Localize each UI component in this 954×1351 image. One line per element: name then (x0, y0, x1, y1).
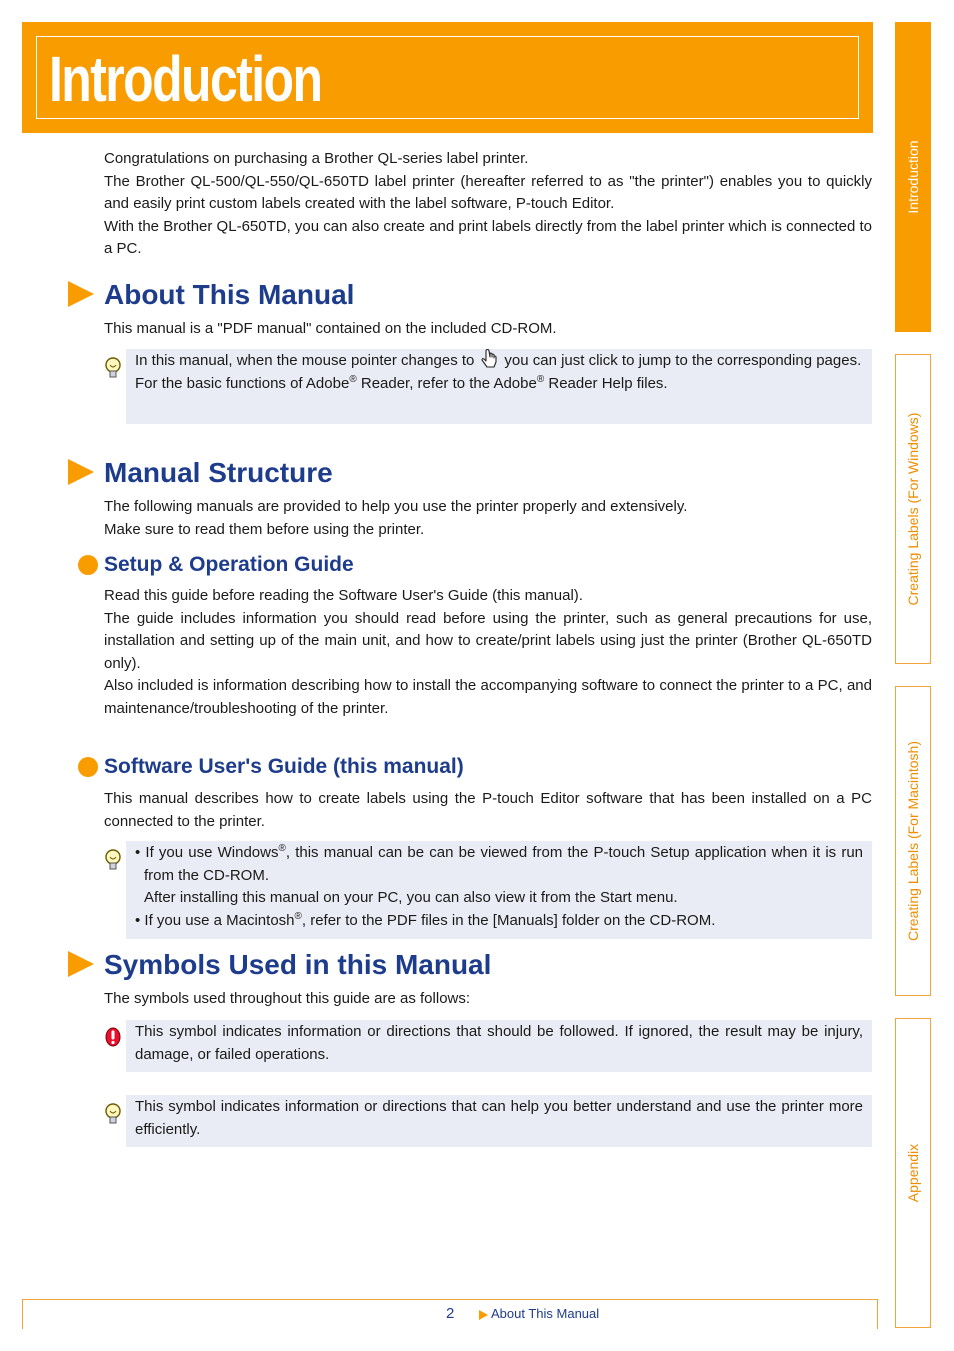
lightbulb-icon (104, 1102, 122, 1126)
registered-mark: ® (349, 373, 357, 385)
note-text: Reader Help files. (544, 374, 668, 392)
side-tab-creating-labels-windows[interactable] (895, 354, 931, 664)
side-tab-label: Creating Labels (For Macintosh) (905, 741, 921, 941)
intro-line: With the Brother QL-650TD, you can also create and print labels directly from the label printer which is connected to a PC. (104, 217, 872, 257)
caution-icon (104, 1026, 122, 1050)
arrow-right-icon (479, 1310, 488, 1320)
side-tab-label: Creating Labels (For Windows) (905, 412, 921, 606)
section-heading-symbols: Symbols Used in this Manual (104, 949, 492, 980)
subheading-software: Software User's Guide (this manual) (104, 755, 464, 778)
note-box-about (126, 349, 872, 424)
setup-line: Also included is information describing how to install the accompanying software to connect the printer to a PC, and maintenance/troubleshooting of the printer. (104, 677, 872, 717)
structure-text (104, 496, 872, 541)
note-text: • If you use Windows (135, 844, 279, 861)
note-text: , this manual can be can be viewed from the P-touch Setup application when it is run from the CD-ROM. (144, 844, 863, 884)
page-footer (22, 1299, 878, 1329)
note-text: For the basic functions of Adobe (135, 374, 350, 392)
intro-paragraph (104, 148, 872, 261)
heading-arrow-icon (68, 951, 94, 977)
title-banner (22, 22, 873, 133)
registered-mark: ® (536, 373, 545, 385)
lightbulb-icon (104, 848, 122, 872)
registered-mark: ® (278, 843, 286, 854)
note-text: you can just click to jump to the corresponding pages. (504, 352, 862, 369)
note-line (135, 373, 863, 396)
footer-link-label: About This Manual (491, 1306, 600, 1321)
section-heading-structure: Manual Structure (104, 457, 333, 488)
note-box-caution: This symbol indicates information or directions that should be followed. If ignored, the result may be injury, damage, or failed operations. (126, 1020, 872, 1072)
registered-mark: ® (294, 910, 302, 922)
note-bullet (135, 842, 863, 887)
note-text: • If you use a Macintosh (135, 911, 295, 929)
note-text: Reader, refer to the Adobe (356, 374, 537, 392)
page-number: 2 (446, 1305, 455, 1322)
hand-pointer-icon (478, 348, 500, 370)
side-tab-appendix[interactable] (895, 1018, 931, 1328)
structure-line: Make sure to read them before using the printer. (104, 520, 425, 538)
heading-arrow-icon (68, 459, 94, 485)
side-tab-label: Appendix (905, 1143, 921, 1203)
structure-line: The following manuals are provided to help you use the printer properly and extensively. (104, 498, 688, 515)
note-line: After installing this manual on your PC, you can also view it from the Start menu. (144, 889, 678, 906)
note-line (135, 350, 863, 373)
setup-line: Read this guide before reading the Software User's Guide (this manual). (104, 587, 583, 604)
subheading-dot-icon (78, 555, 98, 575)
side-tab-creating-labels-macintosh[interactable] (895, 686, 931, 996)
side-tab-introduction[interactable] (895, 22, 931, 332)
software-text: This manual describes how to create labels using the P-touch Editor software that has been installed on a PC connected to the printer. (104, 790, 872, 830)
note-bullet (135, 910, 863, 933)
symbols-text: The symbols used throughout this guide are as follows: (104, 990, 471, 1007)
note-text: , refer to the PDF files in the [Manuals] folder on the CD-ROM. (301, 911, 716, 929)
setup-line: The guide includes information you should read before using the printer, such as general precautions for use, installation and setting up of the main unit, and how to create/print labels using just the printer (Brother QL-650TD only). (104, 609, 872, 672)
about-text: This manual is a "PDF manual" contained on the included CD-ROM. (104, 320, 557, 337)
section-heading-about: About This Manual (104, 279, 355, 310)
lightbulb-icon (104, 356, 122, 380)
setup-text (104, 585, 872, 720)
subheading-dot-icon (78, 757, 98, 777)
footer-link-about[interactable] (479, 1306, 599, 1321)
subheading-setup: Setup & Operation Guide (104, 553, 354, 576)
banner-frame (36, 36, 859, 119)
note-box-tip: This symbol indicates information or directions that can help you better understand and use the printer more efficiently. (126, 1095, 872, 1147)
note-text: In this manual, when the mouse pointer changes to (135, 352, 475, 369)
side-tab-label: Introduction (905, 140, 921, 214)
intro-line: The Brother QL-500/QL-550/QL-650TD label printer (hereafter referred to as "the printer") enables you to quickly and easily print custom labels created with the label software, P-touch Editor. (104, 172, 872, 212)
page-title: Introduction (49, 43, 322, 115)
heading-arrow-icon (68, 281, 94, 307)
note-box-software (126, 841, 872, 939)
intro-line: Congratulations on purchasing a Brother QL-series label printer. (104, 150, 529, 167)
